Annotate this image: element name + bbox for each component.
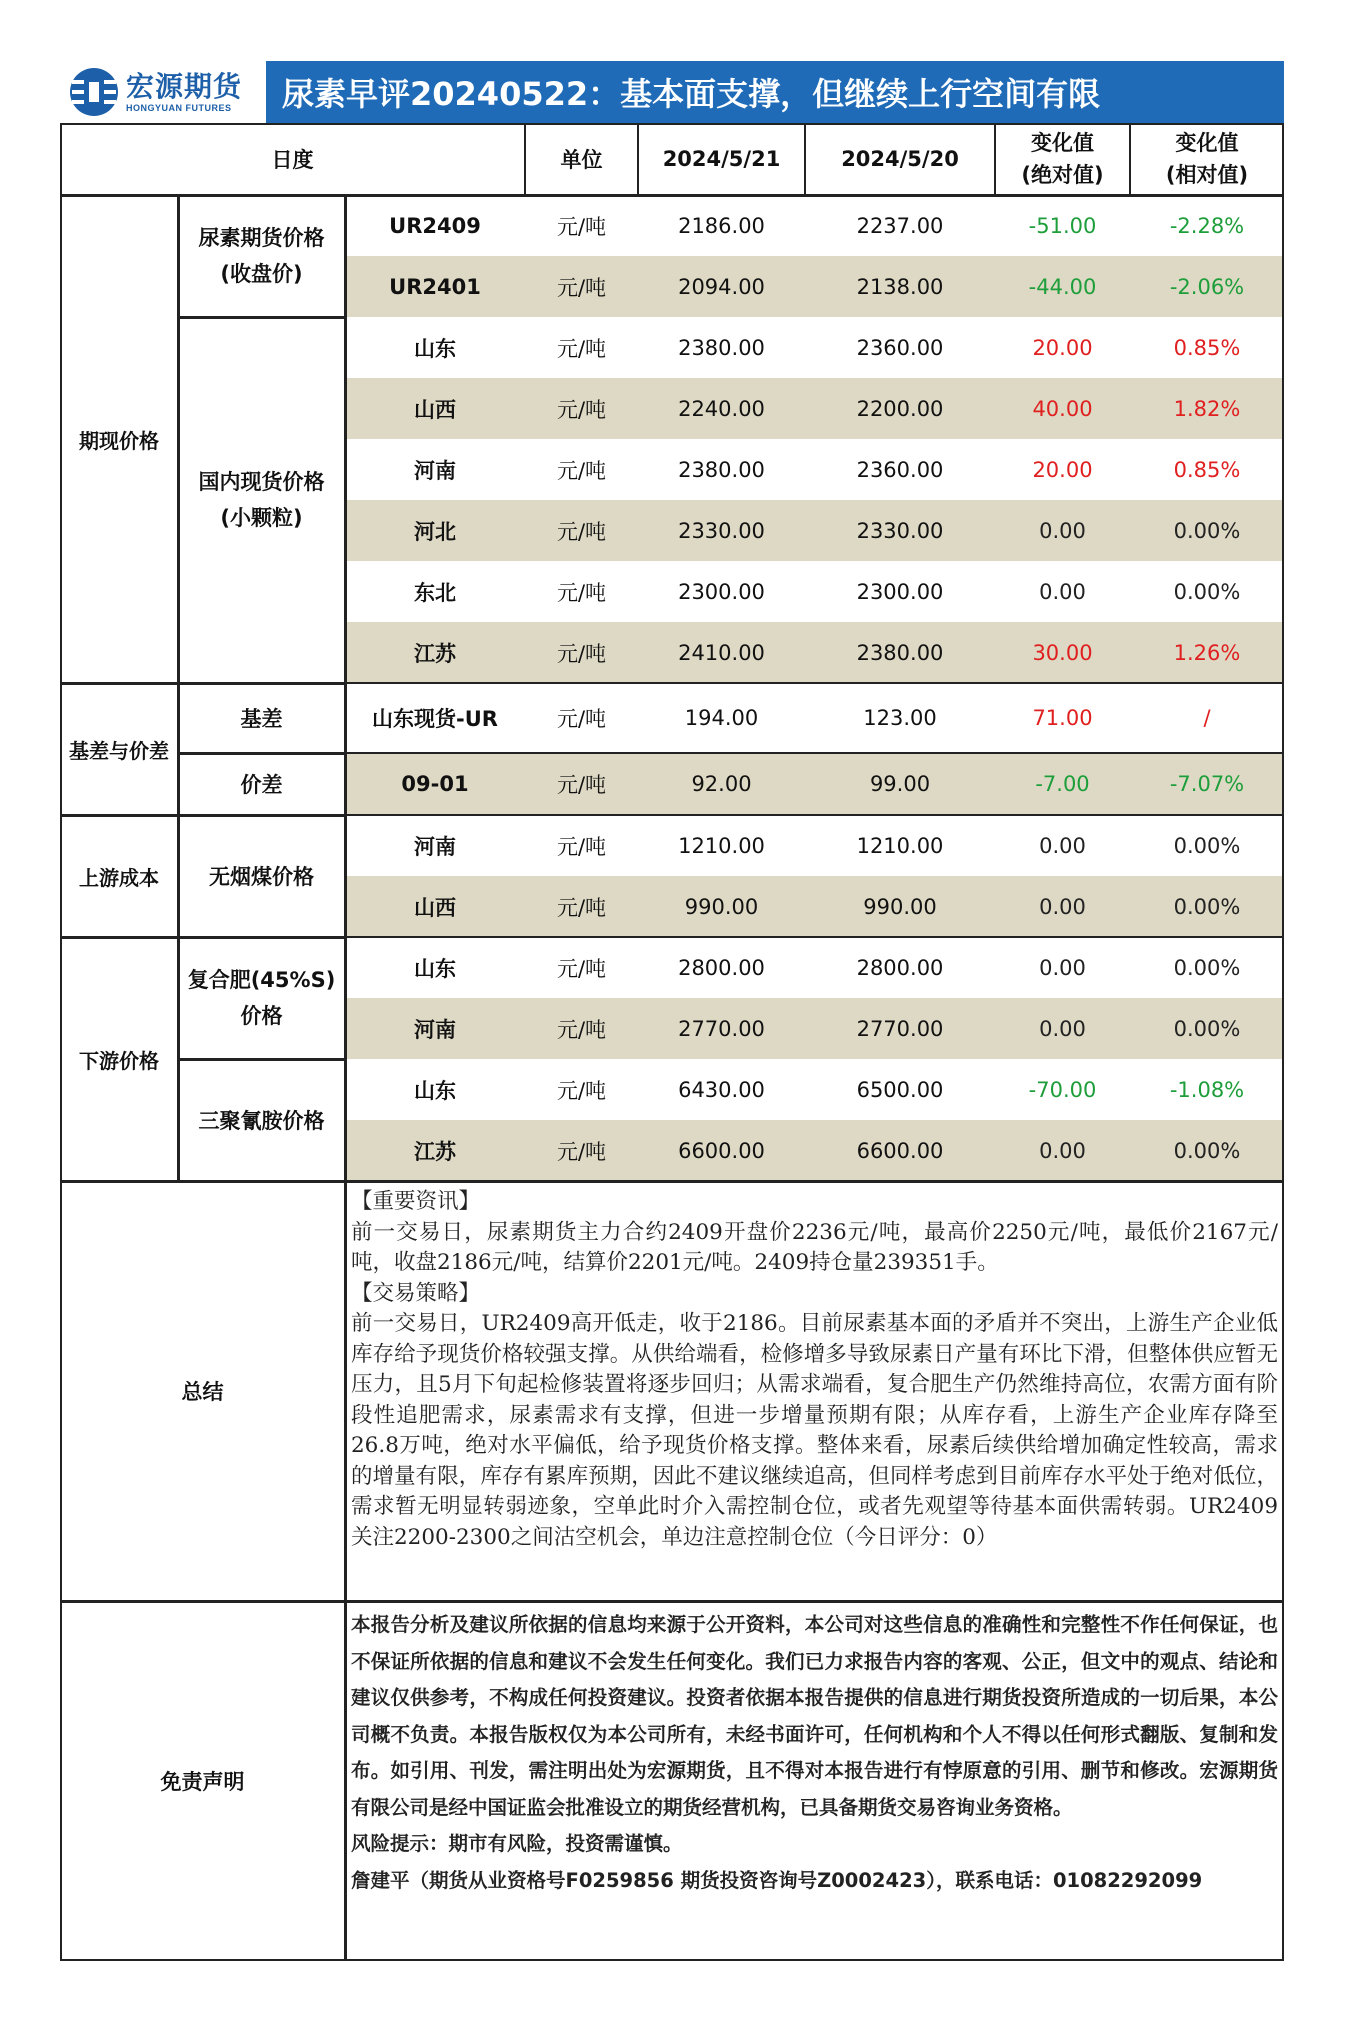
row-item: 河南 — [345, 998, 525, 1059]
row-item: UR2401 — [345, 256, 525, 317]
group-label-basis-spread: 基差与价差 — [69, 738, 169, 763]
row-unit: 元/吨 — [525, 561, 638, 622]
grid-line — [344, 195, 347, 1961]
grid-line — [60, 194, 1284, 197]
col-header-rel-change — [1130, 123, 1284, 195]
row-unit: 元/吨 — [525, 1059, 638, 1120]
row-item: 山东 — [345, 937, 525, 998]
row-rel-change: -1.08% — [1130, 1059, 1284, 1120]
grid-line — [1129, 123, 1131, 195]
summary-text — [345, 1181, 1284, 1601]
row-abs-change: 0.00 — [995, 561, 1130, 622]
row-value-date2: 2200.00 — [805, 378, 995, 439]
row-abs-change: -70.00 — [995, 1059, 1130, 1120]
row-rel-change: 1.26% — [1130, 622, 1284, 683]
disclaimer-text: 本报告分析及建议所依据的信息均来源于公开资料，本公司对这些信息的准确性和完整性不作任何保证，也不保证所依据的信息和建议不会发生任何变化。我们已力求报告内容的客观、公正，但文中的观点、结论和建议仅供参考，不构成任何投资建议。投资者依据本报告提供的信息进行期货投资所造成的一切后果，本公司概不负责。本报告版权仅为本公司所有，未经书面许可，任何机构和个人不得以任何形式翻版、复制和发布。如引用、刊发，需注明出处为宏源期货，且不得对本报告进行有悖原意的引用、删节和修改。宏源期货有限公司是经中国证监会批准设立的期货经营机构，已具备期货交易咨询业务资格。 — [351, 1613, 1278, 1819]
row-value-date2: 2360.00 — [805, 317, 995, 378]
row-value-date2: 2330.00 — [805, 500, 995, 561]
row-value-date1: 92.00 — [638, 753, 805, 815]
row-item: 09-01 — [345, 753, 525, 815]
row-unit: 元/吨 — [525, 317, 638, 378]
row-item: 江苏 — [345, 1120, 525, 1181]
row-value-date1: 2330.00 — [638, 500, 805, 561]
disclaimer-label: 免责声明 — [160, 1770, 245, 1794]
row-value-date2: 2800.00 — [805, 937, 995, 998]
grid-line — [60, 123, 1284, 125]
row-value-date1: 2410.00 — [638, 622, 805, 683]
row-unit: 元/吨 — [525, 683, 638, 753]
row-value-date2: 990.00 — [805, 876, 995, 937]
col-header-rel-change-line1: 变化值 — [1175, 131, 1239, 155]
row-unit: 元/吨 — [525, 937, 638, 998]
subgroup-spot-price-line2: (小颗粒) — [220, 506, 303, 530]
row-value-date1: 2240.00 — [638, 378, 805, 439]
report-title: 尿素早评20240522：基本面支撑，但继续上行空间有限 — [266, 61, 1284, 123]
report-header — [60, 61, 1284, 123]
grid-line — [60, 123, 62, 1961]
row-value-date2: 2237.00 — [805, 195, 995, 256]
row-item: 东北 — [345, 561, 525, 622]
row-rel-change: 0.00% — [1130, 1120, 1284, 1181]
row-item: 山西 — [345, 378, 525, 439]
col-header-abs-change-line1: 变化值 — [1031, 131, 1094, 155]
logo-name-en: HONGYUAN FUTURES — [126, 103, 232, 113]
summary-strategy-text: 前一交易日，UR2409高开低走，收于2186。目前尿素基本面的矛盾并不突出，上游生产企业低库存给予现货价格较强支撑。从供给端看，检修增多导致尿素日产量有环比下滑，但整体供应暂无压力，且5月下旬起检修装置将逐步回归；从需求端看，复合肥生产仍然维持高位，农需方面有阶段性追肥需求，尿素需求有支撑，但进一步增量预期有限；从库存看，上游生产企业库存降至26.8万吨，绝对水平偏低，给予现货价格支撑。整体来看，尿素后续供给增加确定性较高，需求的增量有限，库存有累库预期，因此不建议继续追高，但同样考虑到目前库存水平处于绝对低位，需求暂无明显转弱迹象，空单此时介入需控制仓位，或者先观望等待基本面供需转弱。UR2409关注2200-2300之间沽空机会，单边注意控制仓位（今日评分：0） — [351, 1311, 1278, 1550]
summary-label: 总结 — [181, 1380, 224, 1404]
row-abs-change: 20.00 — [995, 439, 1130, 500]
row-abs-change: 0.00 — [995, 815, 1130, 876]
row-abs-change: 71.00 — [995, 683, 1130, 753]
grid-line — [345, 752, 1284, 754]
logo-icon — [68, 66, 120, 118]
row-item: 山东 — [345, 317, 525, 378]
group-label-downstream: 下游价格 — [79, 1048, 159, 1073]
grid-line — [178, 752, 345, 755]
row-rel-change: 0.85% — [1130, 439, 1284, 500]
subgroup-spot-price — [178, 317, 345, 683]
grid-line — [804, 123, 806, 195]
row-unit: 元/吨 — [525, 998, 638, 1059]
row-value-date1: 194.00 — [638, 683, 805, 753]
row-abs-change: 0.00 — [995, 937, 1130, 998]
row-abs-change: 40.00 — [995, 378, 1130, 439]
row-value-date2: 99.00 — [805, 753, 995, 815]
row-value-date1: 990.00 — [638, 876, 805, 937]
row-rel-change: 0.00% — [1130, 998, 1284, 1059]
grid-line — [60, 936, 345, 939]
row-rel-change: 0.00% — [1130, 937, 1284, 998]
subgroup-spread: 价差 — [240, 773, 283, 797]
summary-strategy-heading: 【交易策略】 — [351, 1280, 481, 1306]
row-value-date2: 2770.00 — [805, 998, 995, 1059]
row-value-date2: 2360.00 — [805, 439, 995, 500]
grid-line — [178, 1058, 345, 1061]
subgroup-futures-price-line1: 尿素期货价格 — [198, 226, 325, 250]
row-item: 河南 — [345, 439, 525, 500]
row-value-date1: 2094.00 — [638, 256, 805, 317]
grid-line — [60, 1959, 1284, 1961]
row-value-date1: 2770.00 — [638, 998, 805, 1059]
row-abs-change: -44.00 — [995, 256, 1130, 317]
row-abs-change: -51.00 — [995, 195, 1130, 256]
col-header-abs-change-line2: (绝对值) — [1021, 163, 1104, 187]
summary-news-text: 前一交易日，尿素期货主力合约2409开盘价2236元/吨，最高价2250元/吨，最低价2167元/吨，收盘2186元/吨，结算价2201元/吨。2409持仓量239351手。 — [351, 1219, 1278, 1275]
col-header-date2: 2024/5/20 — [841, 147, 959, 171]
row-value-date1: 2300.00 — [638, 561, 805, 622]
row-unit: 元/吨 — [525, 500, 638, 561]
row-value-date1: 2380.00 — [638, 317, 805, 378]
row-unit: 元/吨 — [525, 195, 638, 256]
row-abs-change: -7.00 — [995, 753, 1130, 815]
row-value-date1: 6600.00 — [638, 1120, 805, 1181]
row-unit: 元/吨 — [525, 1120, 638, 1181]
grid-line — [345, 814, 1284, 816]
row-rel-change: / — [1130, 683, 1284, 753]
row-rel-change: 0.00% — [1130, 876, 1284, 937]
row-item: UR2409 — [345, 195, 525, 256]
row-value-date2: 2138.00 — [805, 256, 995, 317]
row-unit: 元/吨 — [525, 439, 638, 500]
grid-line — [994, 123, 996, 195]
col-header-abs-change — [995, 123, 1130, 195]
row-value-date1: 6430.00 — [638, 1059, 805, 1120]
row-value-date2: 2380.00 — [805, 622, 995, 683]
summary-news-heading: 【重要资讯】 — [351, 1189, 481, 1214]
row-unit: 元/吨 — [525, 753, 638, 815]
grid-line — [345, 682, 1284, 684]
col-header-unit: 单位 — [560, 148, 603, 172]
grid-line — [177, 195, 180, 1181]
row-value-date2: 1210.00 — [805, 815, 995, 876]
row-item: 江苏 — [345, 622, 525, 683]
row-rel-change: -2.28% — [1130, 195, 1284, 256]
subgroup-basis: 基差 — [240, 707, 283, 731]
subgroup-compound-fertilizer-line1: 复合肥(45%S) — [187, 968, 336, 992]
disclaimer-author: 詹建平（期货从业资格号F0259856 期货投资咨询号Z0002423），联系电话：01082292099 — [351, 1868, 1203, 1892]
row-value-date1: 2380.00 — [638, 439, 805, 500]
row-unit: 元/吨 — [525, 622, 638, 683]
row-abs-change: 20.00 — [995, 317, 1130, 378]
row-unit: 元/吨 — [525, 815, 638, 876]
subgroup-compound-fertilizer — [178, 937, 345, 1059]
row-rel-change: -2.06% — [1130, 256, 1284, 317]
row-item: 山西 — [345, 876, 525, 937]
report-sheet — [60, 61, 1284, 1961]
subgroup-melamine: 三聚氰胺价格 — [198, 1109, 325, 1133]
grid-line — [524, 123, 526, 195]
grid-line — [60, 1600, 1284, 1603]
disclaimer-risk: 风险提示：期市有风险，投资需谨慎。 — [351, 1832, 683, 1855]
row-unit: 元/吨 — [525, 378, 638, 439]
row-value-date2: 6600.00 — [805, 1120, 995, 1181]
row-rel-change: -7.07% — [1130, 753, 1284, 815]
row-rel-change: 0.85% — [1130, 317, 1284, 378]
row-abs-change: 0.00 — [995, 1120, 1130, 1181]
row-value-date2: 2300.00 — [805, 561, 995, 622]
row-abs-change: 30.00 — [995, 622, 1130, 683]
grid-line — [60, 814, 345, 817]
col-header-rel-change-line2: (相对值) — [1165, 163, 1249, 187]
subgroup-spot-price-line1: 国内现货价格 — [198, 470, 325, 494]
subgroup-anthracite: 无烟煤价格 — [209, 865, 314, 889]
group-label-upstream: 上游成本 — [79, 865, 159, 890]
group-label-futures-spot: 期现价格 — [79, 428, 159, 453]
row-rel-change: 0.00% — [1130, 561, 1284, 622]
row-rel-change: 0.00% — [1130, 815, 1284, 876]
row-value-date2: 6500.00 — [805, 1059, 995, 1120]
subgroup-futures-price — [178, 195, 345, 317]
row-item: 河南 — [345, 815, 525, 876]
row-abs-change: 0.00 — [995, 998, 1130, 1059]
row-rel-change: 0.00% — [1130, 500, 1284, 561]
grid-line — [345, 936, 1284, 938]
row-value-date1: 2800.00 — [638, 937, 805, 998]
grid-line — [60, 1180, 1284, 1183]
row-abs-change: 0.00 — [995, 500, 1130, 561]
row-item: 山东 — [345, 1059, 525, 1120]
grid-line — [1282, 123, 1284, 1961]
subgroup-compound-fertilizer-line2: 价格 — [240, 1004, 283, 1028]
logo-name-cn: 宏源期货 — [126, 70, 243, 103]
col-header-dimension: 日度 — [271, 148, 314, 172]
row-unit: 元/吨 — [525, 256, 638, 317]
company-logo — [60, 61, 266, 123]
row-value-date1: 1210.00 — [638, 815, 805, 876]
row-unit: 元/吨 — [525, 876, 638, 937]
grid-line — [637, 123, 639, 195]
grid-line — [178, 316, 345, 319]
row-abs-change: 0.00 — [995, 876, 1130, 937]
col-header-date1: 2024/5/21 — [662, 147, 781, 171]
row-value-date1: 2186.00 — [638, 195, 805, 256]
row-item: 河北 — [345, 500, 525, 561]
subgroup-futures-price-line2: (收盘价) — [220, 262, 303, 286]
row-item: 山东现货-UR — [345, 683, 525, 753]
row-rel-change: 1.82% — [1130, 378, 1284, 439]
row-value-date2: 123.00 — [805, 683, 995, 753]
grid-line — [60, 682, 345, 685]
disclaimer-text — [345, 1601, 1284, 1961]
